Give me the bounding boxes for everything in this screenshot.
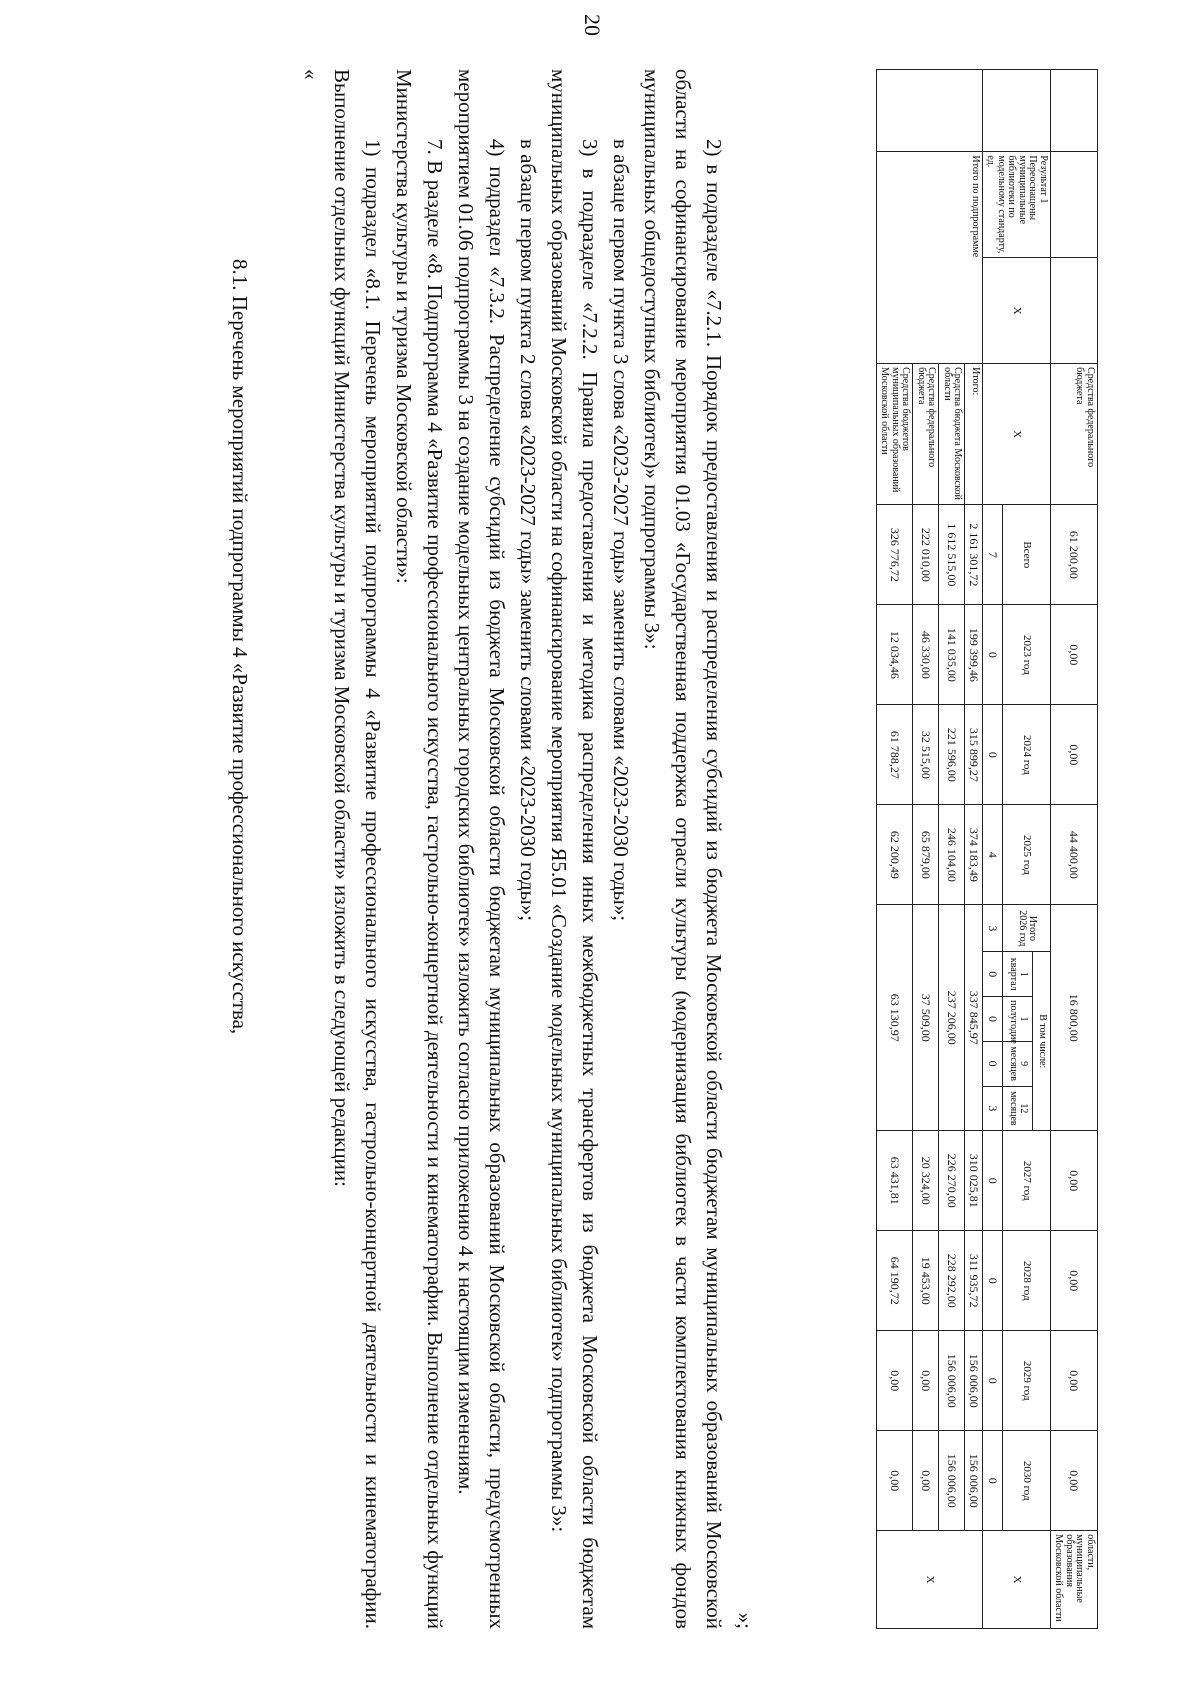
table-cell: 9 месяцев — [1003, 1041, 1033, 1086]
table-cell: 2027 год — [1003, 1131, 1051, 1231]
table-cell: 65 879,00 — [913, 805, 939, 905]
table-cell: Средства федерального бюджета — [1051, 364, 1098, 505]
table-cell: области, муниципальные образования Московской области — [1051, 1531, 1098, 1629]
table-cell: 46 330,00 — [913, 605, 939, 705]
table-cell: 141 035,00 — [939, 605, 965, 705]
table-cell: 32 515,00 — [913, 705, 939, 805]
table-cell: 156 006,00 — [939, 1331, 965, 1431]
table-cell: 2029 год — [1003, 1331, 1051, 1431]
table-cell: 2025 год — [1003, 805, 1051, 905]
table-cell: X — [983, 364, 1051, 505]
table-cell: Итого: — [965, 364, 983, 505]
table-cell: 337 845,97 — [965, 905, 983, 1131]
table-cell: 156 006,00 — [939, 1431, 965, 1531]
table-row — [1033, 70, 1051, 1629]
table-cell: 44 400,00 — [1051, 805, 1098, 905]
table-cell: 2028 год — [1003, 1231, 1051, 1331]
table-cell: 0 — [983, 705, 1003, 805]
section-heading: 8.1. Перечень мероприятий подпрограммы 4 «Развитие профессионального искусства, — [228, 259, 252, 1035]
table-cell: 228 292,00 — [939, 1231, 965, 1331]
table-cell: 156 006,00 — [965, 1331, 983, 1431]
table-cell: 0,00 — [1051, 1331, 1098, 1431]
table-cell — [1051, 258, 1098, 364]
table-cell: 199 399,46 — [965, 605, 983, 705]
table-cell: Средства бюджета Московской области — [939, 364, 965, 505]
table-cell: 222 010,00 — [913, 505, 939, 605]
document-body — [224, 69, 760, 1629]
table-cell: 63 130,97 — [876, 905, 913, 1131]
paragraph: в абзаце первом пункта 2 слова «2023-2027 годы» заменить словами «2023-2030 годы»; — [516, 139, 540, 922]
paragraph: в абзаце первом пункта 3 слова «2023-2027 годы» заменить словами «2023-2030 годы»; — [609, 139, 633, 922]
page-number: 20 — [580, 14, 605, 36]
table-cell — [983, 70, 1051, 152]
table-cell: Результат 1 Переоснащены муниципальные библиотеки по модельному стандарту, ед. — [983, 152, 1051, 258]
table-cell: 62 200,49 — [876, 805, 913, 905]
table-cell — [1051, 152, 1098, 258]
table-cell: 1 612 515,00 — [939, 505, 965, 605]
paragraph: 7. В разделе «8. Подпрограмма 4 «Развитие профессионального искусства, гастрольно-концертной деятельности и кинематографии. Выполнение отдельных функций Министерства культуры и туризма Московской области»: — [392, 69, 447, 1629]
table-cell: 0,00 — [876, 1431, 913, 1531]
table-cell — [1051, 70, 1098, 152]
table-cell: 0 — [983, 1331, 1003, 1431]
table-cell: 3 — [983, 1086, 1003, 1131]
table-cell: 3 — [983, 905, 1003, 952]
table-cell: 0,00 — [913, 1431, 939, 1531]
table-cell: X — [876, 1531, 982, 1629]
table-cell: 0 — [983, 605, 1003, 705]
table-cell: 1 полугодие — [1003, 997, 1033, 1042]
table-cell — [876, 70, 982, 152]
table-cell: 2 161 301,72 — [965, 505, 983, 605]
table-cell: 374 183,49 — [965, 805, 983, 905]
table-cell: 7 — [983, 505, 1003, 605]
table-cell: 0,00 — [876, 1331, 913, 1431]
table-cell: 326 776,72 — [876, 505, 913, 605]
paragraph: 4) подраздел «7.3.2. Распределение субсидий из бюджета Московской области бюджетам муниципальных образований Московской области, предусмотренных мероприятием 01.06 подпрограммы 3 на создание модельных центральных городских библиотек» изложить согласно приложению 4 к настоящим изменениям. — [454, 69, 509, 1629]
table-cell: 226 270,00 — [939, 1131, 965, 1231]
table-cell: 61 788,27 — [876, 705, 913, 805]
landscape-page — [10, 45, 1110, 1655]
table-cell: Средства бюджетов муниципальных образований Московской области — [876, 364, 913, 505]
table-cell: 310 025,81 — [965, 1131, 983, 1231]
table-cell: 20 324,00 — [913, 1131, 939, 1231]
table-row — [965, 70, 983, 1629]
table-cell: Итого 2026 год — [1003, 905, 1051, 952]
table-row — [1051, 70, 1098, 1629]
budget-table — [876, 69, 1098, 1629]
table-cell: X — [983, 258, 1051, 364]
table-cell: 64 190,72 — [876, 1231, 913, 1331]
table-cell: 61 200,00 — [1051, 505, 1098, 605]
table-cell: 1 квартал — [1003, 952, 1033, 997]
table-cell: 2024 год — [1003, 705, 1051, 805]
table-cell: 0,00 — [1051, 1231, 1098, 1331]
table-cell: Средства федерального бюджета — [913, 364, 939, 505]
table-cell: В том числе: — [1033, 952, 1051, 1131]
table-cell: 0 — [983, 997, 1003, 1042]
table-cell: X — [983, 1531, 1051, 1629]
table-cell: 16 800,00 — [1051, 905, 1098, 1131]
table-cell: Итого по подпрограмме — [876, 152, 982, 364]
table-cell: 12 месяцев — [1003, 1086, 1033, 1131]
table-cell: 63 431,81 — [876, 1131, 913, 1231]
table-cell: 246 104,00 — [939, 805, 965, 905]
table-cell: 0 — [983, 1041, 1003, 1086]
table-cell: 37 509,00 — [913, 905, 939, 1131]
table-cell: 156 006,00 — [965, 1431, 983, 1531]
table-cell: 221 596,00 — [939, 705, 965, 805]
table-cell: 0,00 — [1051, 1431, 1098, 1531]
paragraph: 3) в подразделе «7.2.2. Правила предоставления и методика распределения иных межбюджетных трансфертов из бюджета Московской области бюджетам муниципальных образований Московской области на софинансирование мероприятия Я5.01 «Создание модельных муниципальных библиотек» подпрограммы 3»: — [547, 69, 602, 1629]
table-cell: 0 — [983, 952, 1003, 997]
closing-quote: »; — [733, 1612, 757, 1629]
table-cell: 0,00 — [1051, 1131, 1098, 1231]
table-cell: 0,00 — [1051, 705, 1098, 805]
table-cell: 12 034,46 — [876, 605, 913, 705]
table-cell: 0 — [983, 1131, 1003, 1231]
table-cell: 0,00 — [1051, 605, 1098, 705]
table-cell: 4 — [983, 805, 1003, 905]
table-cell: 2023 год — [1003, 605, 1051, 705]
table-cell: 0 — [983, 1431, 1003, 1531]
table-cell: 311 935,72 — [965, 1231, 983, 1331]
opening-quote: « — [299, 69, 323, 80]
table-cell: 0 — [983, 1231, 1003, 1331]
paragraph: 1) подраздел «8.1. Перечень мероприятий подпрограммы 4 «Развитие профессионального искусства, гастрольно-концертной деятельности и кинематографии. Выполнение отдельных функций Министерства культуры и туризма Московской области» изложить в следующей редакции: — [330, 69, 385, 1629]
paragraph: 2) в подразделе «7.2.1. Порядок предоставления и распределения субсидий из бюджета Московской области бюджетам муниципальных образований Московской области на софинансирование мероприятия 01.03 «Государственная поддержка отрасли культуры (модернизация библиотек в части комплектования книжных фондов муниципальных общедоступных библиотек)» подпрограммы 3»: — [640, 69, 726, 1629]
table-cell: 19 453,00 — [913, 1231, 939, 1331]
table-cell: 237 206,00 — [939, 905, 965, 1131]
table-cell: 0,00 — [913, 1331, 939, 1431]
table-cell: Всего — [1003, 505, 1051, 605]
table-cell: 2030 год — [1003, 1431, 1051, 1531]
table-cell: 315 899,27 — [965, 705, 983, 805]
